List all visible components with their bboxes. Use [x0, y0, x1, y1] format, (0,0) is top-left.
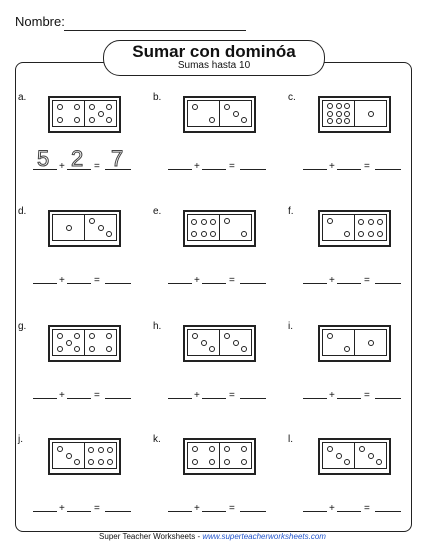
equation [168, 266, 268, 290]
problem-item [18, 92, 148, 212]
footer-url[interactable]: www.superteacherworksheets.com [202, 532, 326, 541]
domino-pip [327, 218, 333, 224]
problem-item [153, 321, 283, 441]
domino-pip [88, 459, 94, 465]
addend-2-blank[interactable] [337, 169, 361, 170]
domino-pip [201, 340, 207, 346]
problem-letter: a. [18, 92, 27, 103]
domino-pip [74, 346, 80, 352]
domino-pip [368, 340, 374, 346]
domino-half-right [219, 442, 252, 469]
domino-pip [89, 117, 95, 123]
equals-sign: = [94, 390, 100, 401]
domino-half-left [322, 214, 355, 241]
domino [48, 325, 121, 362]
plus-sign: + [59, 390, 65, 401]
problem-letter: f. [288, 206, 294, 217]
addend-1-blank[interactable] [168, 398, 192, 399]
domino-pip [98, 111, 104, 117]
domino [318, 325, 391, 362]
problem-item [288, 206, 418, 326]
domino-pip [89, 218, 95, 224]
addend-1-blank[interactable] [303, 169, 327, 170]
domino-pip [344, 118, 350, 124]
domino-pip [57, 117, 63, 123]
domino-pip [241, 231, 247, 237]
problem-item [288, 321, 418, 441]
domino-pip [327, 103, 333, 109]
problem-letter: j. [18, 434, 23, 445]
addend-1-blank[interactable] [168, 283, 192, 284]
page-subtitle: Sumas hasta 10 [177, 60, 251, 71]
plus-sign: + [329, 390, 335, 401]
equation [303, 266, 403, 290]
domino [318, 210, 391, 247]
problem-letter: e. [153, 206, 162, 217]
sum-blank[interactable] [240, 398, 266, 399]
domino-pip [66, 225, 72, 231]
domino-pip [368, 453, 374, 459]
domino-pip [358, 231, 364, 237]
domino-pip [368, 111, 374, 117]
domino [48, 96, 121, 133]
equation [303, 152, 403, 176]
example-addend-1: 5 [37, 146, 50, 171]
problem-letter: k. [153, 434, 161, 445]
domino-pip [57, 333, 63, 339]
plus-sign: + [194, 390, 200, 401]
equals-sign: = [229, 275, 235, 286]
domino-half-right [219, 214, 252, 241]
domino-half-right [84, 100, 117, 127]
domino-pip [209, 346, 215, 352]
equals-sign: = [94, 161, 100, 172]
domino-pip [106, 231, 112, 237]
addend-2-blank[interactable] [202, 398, 226, 399]
domino-pip [336, 103, 342, 109]
sum-blank[interactable] [105, 169, 131, 170]
domino [183, 96, 256, 133]
domino-half-left [322, 100, 355, 127]
domino [318, 96, 391, 133]
domino-pip [66, 453, 72, 459]
problem-letter: i. [288, 321, 293, 332]
problem-letter: d. [18, 206, 27, 217]
domino-half-left [187, 100, 220, 127]
domino-pip [201, 219, 207, 225]
name-label: Nombre: [15, 14, 65, 29]
addend-2-blank[interactable] [337, 398, 361, 399]
domino-pip [344, 103, 350, 109]
sum-blank[interactable] [240, 511, 266, 512]
addend-2-blank[interactable] [67, 511, 91, 512]
domino-pip [106, 117, 112, 123]
sum-blank[interactable] [375, 283, 401, 284]
addend-2-blank[interactable] [67, 169, 91, 170]
addend-1-blank[interactable] [33, 283, 57, 284]
domino-pip [224, 333, 230, 339]
domino-half-right [354, 442, 387, 469]
domino-half-right [354, 100, 387, 127]
plus-sign: + [329, 275, 335, 286]
addend-1-blank[interactable] [303, 283, 327, 284]
domino-pip [98, 447, 104, 453]
addend-2-blank[interactable] [67, 398, 91, 399]
domino-pip [368, 219, 374, 225]
plus-sign: + [194, 503, 200, 514]
domino-pip [377, 231, 383, 237]
domino-pip [224, 446, 230, 452]
domino-pip [327, 111, 333, 117]
domino-pip [74, 459, 80, 465]
domino-pip [377, 219, 383, 225]
addend-2-blank[interactable] [67, 283, 91, 284]
equals-sign: = [364, 275, 370, 286]
domino-pip [57, 446, 63, 452]
domino-pip [336, 111, 342, 117]
sum-blank[interactable] [240, 283, 266, 284]
domino [183, 210, 256, 247]
equation [33, 266, 133, 290]
equals-sign: = [364, 390, 370, 401]
plus-sign: + [194, 161, 200, 172]
domino-pip [192, 459, 198, 465]
domino-pip [106, 333, 112, 339]
domino-half-left [187, 329, 220, 356]
example-sum: 7 [111, 146, 124, 171]
sum-blank[interactable] [375, 169, 401, 170]
title-banner [103, 40, 325, 76]
domino-pip [241, 346, 247, 352]
equals-sign: = [229, 390, 235, 401]
domino-pip [192, 104, 198, 110]
domino-pip [224, 104, 230, 110]
problem-letter: h. [153, 321, 162, 332]
domino-pip [210, 231, 216, 237]
addend-1-blank[interactable] [303, 398, 327, 399]
sum-blank[interactable] [375, 398, 401, 399]
footer-brand: Super Teacher Worksheets - [99, 532, 203, 541]
domino-pip [66, 340, 72, 346]
addend-2-blank[interactable] [202, 511, 226, 512]
domino-half-right [84, 329, 117, 356]
domino-pip [327, 333, 333, 339]
domino-pip [336, 453, 342, 459]
domino [183, 438, 256, 475]
addend-1-blank[interactable] [168, 169, 192, 170]
domino-pip [74, 333, 80, 339]
addend-1-blank[interactable] [33, 398, 57, 399]
domino-pip [98, 459, 104, 465]
domino-half-left [52, 214, 85, 241]
addend-1-blank[interactable] [33, 169, 57, 170]
domino-pip [191, 231, 197, 237]
domino-pip [358, 219, 364, 225]
domino-pip [359, 446, 365, 452]
domino-half-right [84, 442, 117, 469]
equals-sign: = [94, 503, 100, 514]
domino-pip [233, 340, 239, 346]
domino-pip [106, 346, 112, 352]
domino [48, 438, 121, 475]
domino-pip [74, 104, 80, 110]
sum-blank[interactable] [105, 283, 131, 284]
domino-pip [327, 118, 333, 124]
addend-2-blank[interactable] [202, 283, 226, 284]
plus-sign: + [59, 503, 65, 514]
domino-pip [233, 111, 239, 117]
domino-pip [344, 111, 350, 117]
domino-pip [57, 346, 63, 352]
plus-sign: + [329, 503, 335, 514]
equation [303, 494, 403, 518]
addend-2-blank[interactable] [337, 283, 361, 284]
equation [33, 494, 133, 518]
domino-pip [88, 447, 94, 453]
problem-letter: g. [18, 321, 27, 332]
domino-pip [224, 459, 230, 465]
domino-half-left [187, 442, 220, 469]
domino-pip [336, 118, 342, 124]
plus-sign: + [59, 275, 65, 286]
page-title: Sumar con dominóa [132, 42, 296, 61]
domino-half-left [52, 329, 85, 356]
domino-pip [191, 219, 197, 225]
domino-pip [209, 117, 215, 123]
equation [168, 494, 268, 518]
domino-half-right [84, 214, 117, 241]
problem-letter: c. [288, 92, 296, 103]
addend-1-blank[interactable] [33, 511, 57, 512]
equals-sign: = [364, 161, 370, 172]
domino-pip [89, 346, 95, 352]
equation [168, 152, 268, 176]
domino-half-right [354, 214, 387, 241]
equation [33, 146, 133, 176]
domino-pip [57, 104, 63, 110]
domino-pip [327, 446, 333, 452]
domino-pip [344, 346, 350, 352]
problem-item [288, 92, 418, 212]
domino-half-left [52, 442, 85, 469]
domino-half-right [354, 329, 387, 356]
problem-item [18, 206, 148, 326]
footer [0, 532, 425, 541]
domino-pip [107, 447, 113, 453]
domino-pip [89, 333, 95, 339]
domino-pip [224, 218, 230, 224]
domino-pip [209, 446, 215, 452]
domino-pip [89, 104, 95, 110]
domino-pip [376, 459, 382, 465]
equals-sign: = [364, 503, 370, 514]
domino-pip [210, 219, 216, 225]
problem-item [18, 321, 148, 441]
domino-half-left [187, 214, 220, 241]
addend-2-blank[interactable] [202, 169, 226, 170]
domino [318, 438, 391, 475]
name-line[interactable] [64, 30, 246, 31]
domino-pip [74, 117, 80, 123]
domino [183, 325, 256, 362]
domino-half-right [219, 329, 252, 356]
problem-item [153, 206, 283, 326]
domino-pip [344, 231, 350, 237]
domino-pip [241, 459, 247, 465]
domino [48, 210, 121, 247]
problem-item [153, 92, 283, 212]
equals-sign: = [94, 275, 100, 286]
domino-pip [192, 333, 198, 339]
sum-blank[interactable] [105, 511, 131, 512]
domino-pip [368, 231, 374, 237]
domino-half-left [322, 442, 355, 469]
domino-pip [192, 446, 198, 452]
plus-sign: + [329, 161, 335, 172]
equals-sign: = [229, 503, 235, 514]
domino-half-right [219, 100, 252, 127]
sum-blank[interactable] [240, 169, 266, 170]
example-addend-2: 2 [71, 146, 84, 171]
domino-pip [107, 459, 113, 465]
equation [168, 381, 268, 405]
problem-letter: l. [288, 434, 293, 445]
domino-half-left [322, 329, 355, 356]
addend-1-blank[interactable] [303, 511, 327, 512]
domino-pip [209, 459, 215, 465]
domino-pip [241, 117, 247, 123]
plus-sign: + [59, 161, 65, 172]
domino-pip [98, 225, 104, 231]
addend-1-blank[interactable] [168, 511, 192, 512]
domino-pip [344, 459, 350, 465]
domino-pip [106, 104, 112, 110]
domino-pip [241, 446, 247, 452]
plus-sign: + [194, 275, 200, 286]
sum-blank[interactable] [105, 398, 131, 399]
problem-letter: b. [153, 92, 162, 103]
sum-blank[interactable] [375, 511, 401, 512]
domino-half-left [52, 100, 85, 127]
equation [33, 381, 133, 405]
domino-pip [201, 231, 207, 237]
addend-2-blank[interactable] [337, 511, 361, 512]
equation [303, 381, 403, 405]
equals-sign: = [229, 161, 235, 172]
